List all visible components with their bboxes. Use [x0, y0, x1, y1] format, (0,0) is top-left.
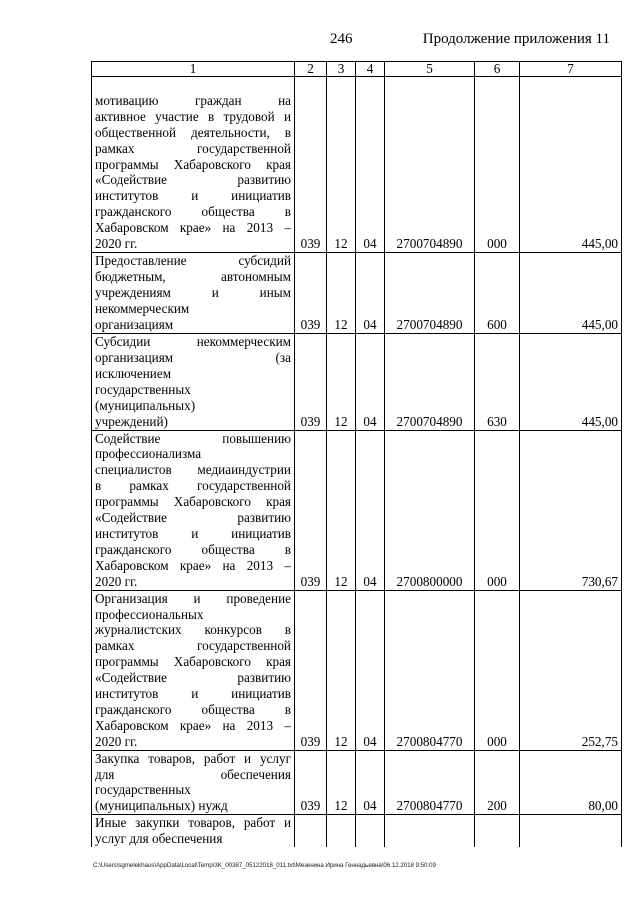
description-line: (муниципальных) нужд — [95, 798, 228, 814]
amount-value: 445,00 — [520, 253, 622, 334]
budget-table — [91, 61, 622, 847]
ministry-code — [295, 815, 327, 847]
description-line: организациям (за — [95, 350, 291, 365]
row-description — [92, 430, 295, 590]
target-article-code: 2700804770 — [385, 590, 475, 750]
description-line: институтов и инициатив — [95, 686, 291, 702]
expense-type-code: 600 — [475, 253, 520, 334]
column-header: 4 — [356, 62, 385, 77]
description-line: программы Хабаровского края — [95, 654, 291, 670]
description-line: исключением — [95, 365, 172, 381]
ministry-code: 039 — [295, 77, 327, 253]
description-line: учреждений) — [95, 413, 168, 429]
description-line: «Содействие развитию — [95, 670, 291, 686]
section-code: 12 — [327, 333, 356, 430]
subsection-code: 04 — [356, 750, 385, 815]
expense-type-code: 000 — [475, 430, 520, 590]
row-description — [92, 590, 295, 750]
description-line: гражданского общества в — [95, 701, 291, 717]
description-line: Закупка товаров, работ и услуг — [95, 750, 291, 766]
section-code — [327, 815, 356, 847]
table-row — [92, 590, 622, 750]
description-line: 2020 гг. — [95, 733, 138, 749]
description-line: Хабаровском крае» на 2013 – — [95, 557, 291, 573]
section-code: 12 — [327, 253, 356, 334]
target-article-code: 2700704890 — [385, 77, 475, 253]
section-code: 12 — [327, 590, 356, 750]
description-line: гражданского общества в — [95, 204, 291, 220]
description-line: некоммерческим — [95, 300, 190, 316]
ministry-code: 039 — [295, 333, 327, 430]
description-line: «Содействие развитию — [95, 510, 291, 526]
description-line: Содействие повышению — [95, 430, 291, 446]
expense-type-code: 000 — [475, 590, 520, 750]
column-header: 5 — [385, 62, 475, 77]
table-header-row — [92, 62, 622, 77]
ministry-code: 039 — [295, 590, 327, 750]
subsection-code: 04 — [356, 430, 385, 590]
description-line: «Содействие развитию — [95, 172, 291, 188]
amount-value — [520, 815, 622, 847]
target-article-code: 2700704890 — [385, 333, 475, 430]
amount-value: 252,75 — [520, 590, 622, 750]
ministry-code: 039 — [295, 253, 327, 334]
description-line: гражданского общества в — [95, 541, 291, 557]
description-line: Иные закупки товаров, работ и — [95, 815, 291, 831]
description-line: учреждениям и иным — [95, 284, 291, 300]
description-line: Субсидии некоммерческим — [95, 334, 291, 350]
description-line: услуг для обеспечения — [95, 831, 223, 847]
table-row — [92, 77, 622, 253]
row-description — [92, 253, 295, 334]
description-line: институтов и инициатив — [95, 188, 291, 204]
section-code: 12 — [327, 77, 356, 253]
description-line: для обеспечения — [95, 766, 291, 782]
description-line: общественной деятельности, в — [95, 124, 291, 140]
page-number: 246 — [330, 31, 353, 47]
subsection-code — [356, 815, 385, 847]
column-header: 7 — [520, 62, 622, 77]
description-line: (муниципальных) — [95, 397, 196, 413]
row-description — [92, 815, 295, 847]
row-description — [92, 750, 295, 815]
subsection-code: 04 — [356, 333, 385, 430]
amount-value: 80,00 — [520, 750, 622, 815]
ministry-code: 039 — [295, 430, 327, 590]
description-line: программы Хабаровского края — [95, 494, 291, 510]
column-header: 6 — [475, 62, 520, 77]
description-line: Хабаровском крае» на 2013 – — [95, 717, 291, 733]
description-line: 2020 гг. — [95, 236, 138, 252]
table-row — [92, 750, 622, 815]
description-line: активное участие в трудовой и — [95, 108, 291, 124]
column-header: 1 — [92, 62, 295, 77]
table-row — [92, 253, 622, 334]
row-description — [92, 333, 295, 430]
row-description — [92, 77, 295, 253]
description-line: профессиональных — [95, 606, 204, 622]
column-header: 3 — [327, 62, 356, 77]
expense-type-code: 000 — [475, 77, 520, 253]
description-line: в рамках государственной — [95, 478, 291, 494]
description-line: институтов и инициатив — [95, 525, 291, 541]
continuation-title: Продолжение приложения 11 — [422, 31, 610, 47]
expense-type-code — [475, 815, 520, 847]
subsection-code: 04 — [356, 590, 385, 750]
section-code: 12 — [327, 430, 356, 590]
description-line: профессионализма — [95, 446, 202, 462]
section-code: 12 — [327, 750, 356, 815]
description-line: программы Хабаровского края — [95, 156, 291, 172]
description-line: государственных — [95, 381, 191, 397]
description-line: государственных — [95, 782, 191, 798]
table-row — [92, 430, 622, 590]
amount-value: 445,00 — [520, 333, 622, 430]
description-line: Предоставление субсидий — [95, 253, 291, 268]
expense-type-code: 200 — [475, 750, 520, 815]
description-line: рамках государственной — [95, 638, 291, 654]
description-line: мотивацию граждан на — [95, 92, 291, 108]
description-line: специалистов медиаиндустрии — [95, 462, 291, 478]
target-article-code: 2700804770 — [385, 750, 475, 815]
description-line: журналистских конкурсов в — [95, 622, 291, 638]
description-line: рамках государственной — [95, 140, 291, 156]
ministry-code: 039 — [295, 750, 327, 815]
amount-value: 730,67 — [520, 430, 622, 590]
expense-type-code: 630 — [475, 333, 520, 430]
subsection-code: 04 — [356, 77, 385, 253]
description-line: Организация и проведение — [95, 590, 291, 606]
description-line: организациям — [95, 316, 174, 332]
target-article-code — [385, 815, 475, 847]
description-line: 2020 гг. — [95, 573, 138, 589]
target-article-code: 2700800000 — [385, 430, 475, 590]
amount-value: 445,00 — [520, 77, 622, 253]
table-row — [92, 815, 622, 847]
description-line: Хабаровском крае» на 2013 – — [95, 220, 291, 236]
file-path-footer: C:\Users\sgmelekhaus\AppData\Local\Temp\3K_00387_05122018_011.txt\Мезенина Ирина Геннадьевна\06.12.2018 9:50:09 — [93, 862, 436, 869]
table-row — [92, 333, 622, 430]
column-header: 2 — [295, 62, 327, 77]
subsection-code: 04 — [356, 253, 385, 334]
description-line: бюджетным, автономным — [95, 268, 291, 284]
target-article-code: 2700704890 — [385, 253, 475, 334]
